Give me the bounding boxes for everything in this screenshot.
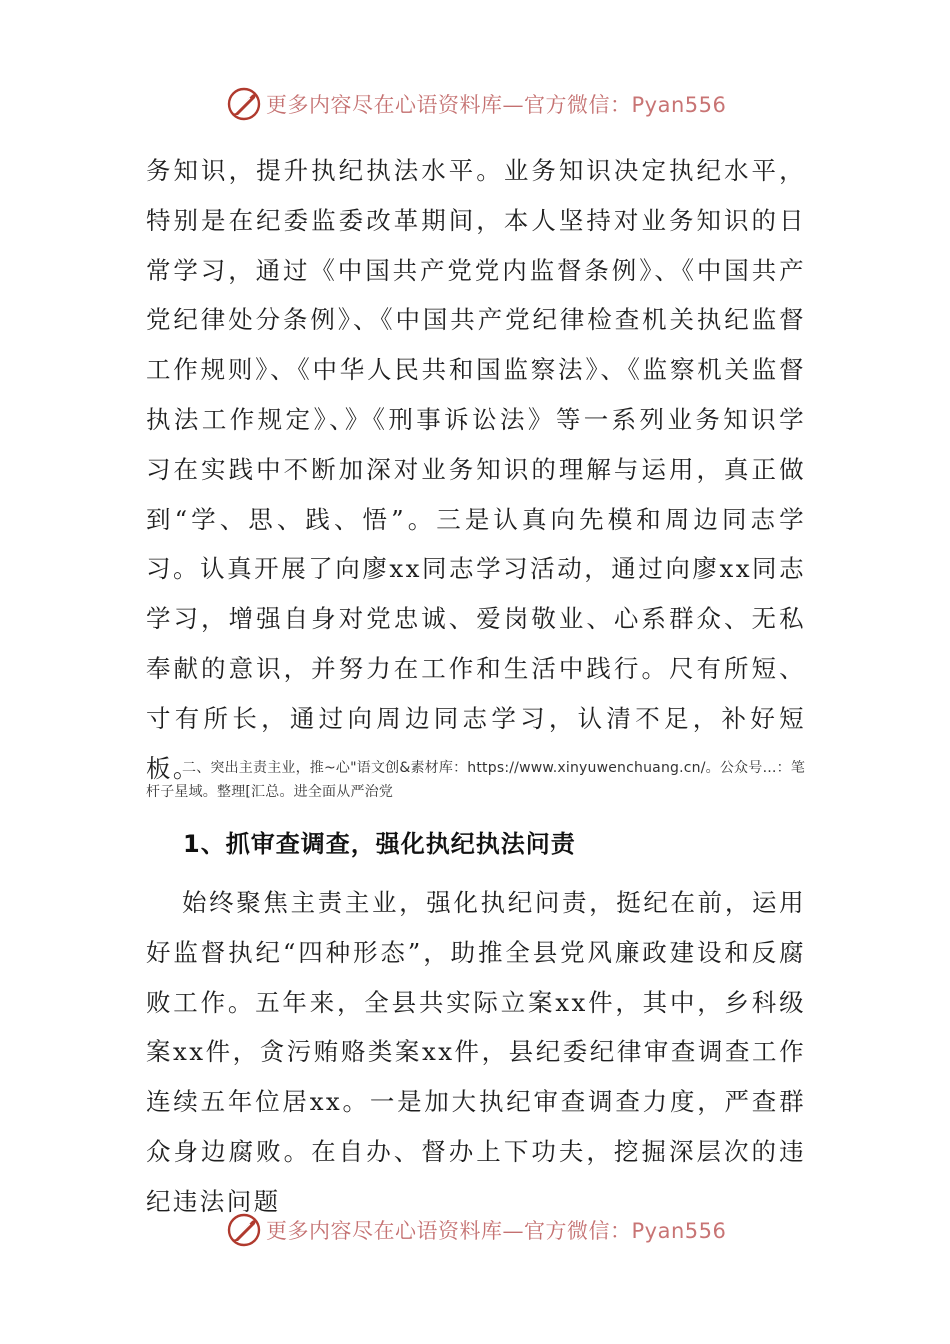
- banner-text: 更多内容尽在心语资料库—官方微信：Pyan556: [266, 1219, 727, 1243]
- footer-banner: [0, 1208, 950, 1252]
- wechat-id: Pyan556: [631, 93, 727, 117]
- section-heading: 1、抓审查调查，强化执纪执法问责: [183, 830, 576, 858]
- section-note: 二、突出主责主业，推~心"语文创&素材库：https://www.xinyuwenchuang.cn/。公众号…：笔杆子星域。整理[汇总。进全面从严治党: [146, 760, 806, 800]
- header-banner: [0, 82, 950, 126]
- quill-logo-icon: [226, 1212, 262, 1248]
- body-paragraph-1: 务知识，提升执纪执法水平。业务知识决定执纪水平，特别是在纪委监委改革期间，本人坚持对业务知识的日常学习，通过《中国共产党党内监督条例》、《中国共产党纪律处分条例》、《中国共产党纪律检查机关执纪监督工作规则》、《中华人民共和国监察法》、《监察机关监督执法工作规定》、》《刑事诉讼法》等一系列业务知识学习在实践中不断加深对业务知识的理解与运用，真正做到“学、思、践、悟”。三是认真向先模和周边同志学习。认真开展了向廖xx同志学习活动，通过向廖xx同志学习，增强自身对党忠诚、爱岗敬业、心系群众、无私奉献的意识，并努力在工作和生活中践行。尺有所短、寸有所长，通过向周边同志学习，认清不足，补好短板。: [146, 156, 806, 783]
- wechat-id: Pyan556: [631, 1219, 727, 1243]
- banner-text: 更多内容尽在心语资料库—官方微信：Pyan556: [266, 93, 727, 117]
- quill-logo-icon: [226, 86, 262, 122]
- body-paragraph-2: 始终聚焦主责主业，强化执纪问责，挺纪在前，运用好监督执纪“四种形态”，助推全县党风廉政建设和反腐败工作。五年来，全县共实际立案xx件，其中，乡科级案xx件，贪污贿赂类案xx件，县纪委纪律审查调查工作连续五年位居xx。一是加大执纪审查调查力度，严查群众身边腐败。在自办、督办上下功夫，挖掘深层次的违纪违法问题: [146, 888, 806, 1216]
